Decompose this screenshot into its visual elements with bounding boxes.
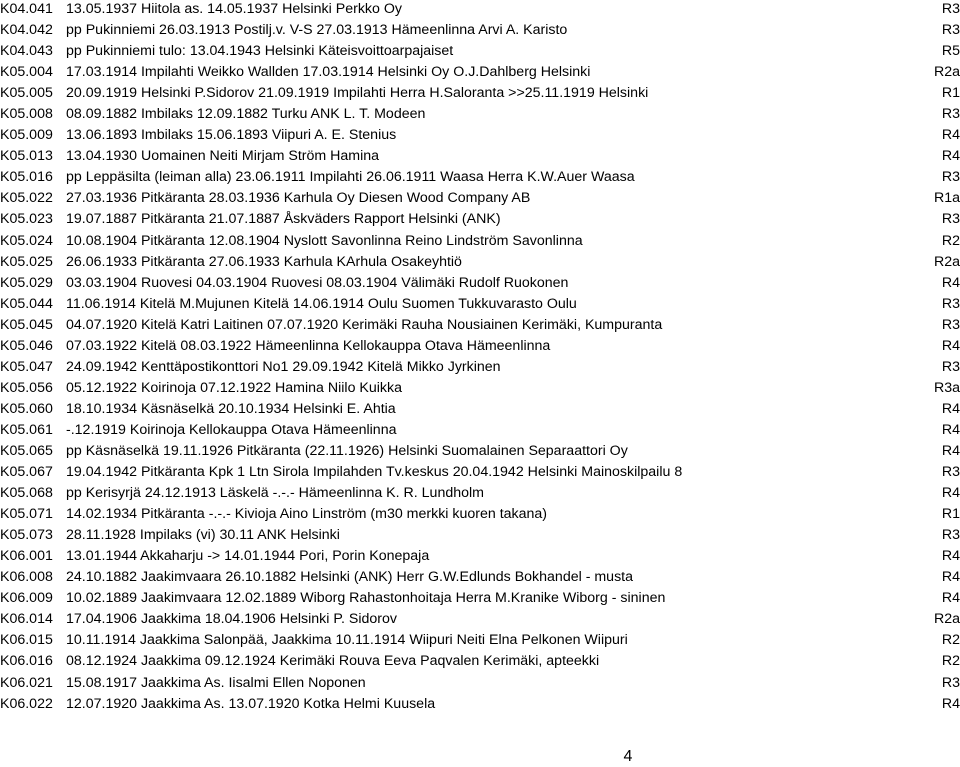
item-rating: R1	[941, 506, 960, 523]
item-description: 10.02.1889 Jaakimvaara 12.02.1889 Wiborg Rahastonhoitaja Herra M.Kranike Wiborg - sininen	[66, 590, 666, 607]
item-description: 13.05.1937 Hiitola as. 14.05.1937 Helsinki Perkko Oy	[66, 1, 402, 17]
item-description: 07.03.1922 Kitelä 08.03.1922 Hämeenlinna Kellokauppa Otava Hämeenlinna	[66, 337, 551, 354]
list-item	[0, 0, 960, 20]
item-rating: R4	[941, 148, 960, 165]
item-code: K06.021	[0, 674, 53, 691]
list-item	[0, 231, 960, 252]
item-code: K05.005	[0, 85, 53, 102]
item-description: 27.03.1936 Pitkäranta 28.03.1936 Karhula Oy Diesen Wood Company AB	[66, 190, 531, 207]
list-item	[0, 104, 960, 125]
item-code: K04.042	[0, 22, 53, 39]
item-code: K05.016	[0, 169, 53, 186]
item-code: K06.014	[0, 611, 53, 628]
item-code: K05.067	[0, 464, 53, 481]
item-rating: R1	[941, 85, 960, 102]
item-description: 11.06.1914 Kitelä M.Mujunen Kitelä 14.06.1914 Oulu Suomen Tukkuvarasto Oulu	[66, 295, 577, 312]
item-rating: R4	[941, 695, 960, 712]
item-description: 03.03.1904 Ruovesi 04.03.1904 Ruovesi 08.03.1904 Välimäki Rudolf Ruokonen	[66, 274, 569, 291]
list-item	[0, 588, 960, 609]
item-code: K06.001	[0, 548, 53, 565]
list-item	[0, 294, 960, 315]
item-code: K05.013	[0, 148, 53, 165]
item-description: 17.03.1914 Impilahti Weikko Wallden 17.03.1914 Helsinki Oy O.J.Dahlberg Helsinki	[66, 64, 591, 81]
item-description: 24.09.1942 Kenttäpostikonttori No1 29.09.1942 Kitelä Mikko Jyrkinen	[66, 358, 501, 375]
item-description: 08.09.1882 Imbilaks 12.09.1882 Turku ANK L. T. Modeen	[66, 106, 426, 123]
list-item	[0, 462, 960, 483]
item-description: 18.10.1934 Käsnäselkä 20.10.1934 Helsinki E. Ahtia	[66, 400, 396, 417]
item-description: 19.04.1942 Pitkäranta Kpk 1 Ltn Sirola Impilahden Tv.keskus 20.04.1942 Helsinki Mainoskilpailu 8	[66, 464, 683, 481]
list-item	[0, 673, 960, 694]
item-description: 10.11.1914 Jaakkima Salonpää, Jaakkima 10.11.1914 Wiipuri Neiti Elna Pelkonen Wiipuri	[66, 632, 628, 649]
list-item	[0, 167, 960, 188]
item-description: pp Pukinniemi tulo: 13.04.1943 Helsinki Käteisvoittoarpajaiset	[66, 43, 454, 60]
list-item	[0, 420, 960, 441]
list-item	[0, 378, 960, 399]
item-rating: R3	[941, 464, 960, 481]
item-rating: R1a	[933, 190, 960, 207]
item-rating: R3	[941, 22, 960, 39]
item-rating: R3	[941, 358, 960, 375]
item-code: K04.041	[0, 1, 53, 17]
item-description: 04.07.1920 Kitelä Katri Laitinen 07.07.1920 Kerimäki Rauha Nousiainen Kerimäki, Kumpuranta	[66, 316, 663, 333]
item-rating: R4	[941, 590, 960, 607]
item-rating: R5	[941, 43, 960, 60]
list-item	[0, 441, 960, 462]
item-rating: R4	[941, 421, 960, 438]
list-item	[0, 83, 960, 104]
item-code: K04.043	[0, 43, 53, 60]
item-description: 19.07.1887 Pitkäranta 21.07.1887 Åskväders Rapport Helsinki (ANK)	[66, 211, 501, 228]
item-description: -.12.1919 Koirinoja Kellokauppa Otava Hämeenlinna	[66, 421, 397, 438]
list-item	[0, 609, 960, 630]
item-description: 28.11.1928 Impilaks (vi) 30.11 ANK Helsinki	[66, 527, 340, 544]
item-description: 05.12.1922 Koirinoja 07.12.1922 Hamina Niilo Kuikka	[66, 379, 402, 396]
item-rating: R2	[941, 653, 960, 670]
item-rating: R4	[941, 548, 960, 565]
item-code: K06.009	[0, 590, 53, 607]
list-item	[0, 504, 960, 525]
item-rating: R3	[941, 295, 960, 312]
item-code: K06.015	[0, 632, 53, 649]
list-item	[0, 209, 960, 230]
item-description: pp Käsnäselkä 19.11.1926 Pitkäranta (22.11.1926) Helsinki Suomalainen Separaattori Oy	[66, 442, 628, 459]
item-code: K05.073	[0, 527, 53, 544]
item-code: K05.065	[0, 442, 53, 459]
item-rating: R4	[941, 127, 960, 144]
item-code: K05.022	[0, 190, 53, 207]
item-description: pp Kerisyrjä 24.12.1913 Läskelä -.-.- Hämeenlinna K. R. Lundholm	[66, 485, 484, 502]
item-description: 13.01.1944 Akkaharju -> 14.01.1944 Pori, Porin Konepaja	[66, 548, 430, 565]
item-code: K05.029	[0, 274, 53, 291]
list-item	[0, 41, 960, 62]
item-rating: R4	[941, 400, 960, 417]
list-item	[0, 20, 960, 41]
item-code: K05.068	[0, 485, 53, 502]
item-description: 08.12.1924 Jaakkima 09.12.1924 Kerimäki Rouva Eeva Paqvalen Kerimäki, apteekki	[66, 653, 600, 670]
item-description: pp Pukinniemi 26.03.1913 Postilj.v. V-S 27.03.1913 Hämeenlinna Arvi A. Karisto	[66, 22, 568, 39]
item-code: K05.044	[0, 295, 53, 312]
item-description: 13.06.1893 Imbilaks 15.06.1893 Viipuri A. E. Stenius	[66, 127, 397, 144]
item-rating: R3a	[933, 379, 960, 396]
item-rating: R3	[941, 106, 960, 123]
item-code: K06.016	[0, 653, 53, 670]
list-item	[0, 567, 960, 588]
item-rating: R4	[941, 274, 960, 291]
list-item	[0, 357, 960, 378]
item-rating: R3	[941, 527, 960, 544]
item-rating: R4	[941, 442, 960, 459]
list-item	[0, 483, 960, 504]
item-rating: R3	[941, 211, 960, 228]
list-item	[0, 399, 960, 420]
item-code: K05.025	[0, 253, 53, 270]
item-description: 26.06.1933 Pitkäranta 27.06.1933 Karhula KArhula Osakeyhtiö	[66, 253, 462, 270]
list-item	[0, 315, 960, 336]
item-rating: R4	[941, 337, 960, 354]
list-item	[0, 125, 960, 146]
item-code: K06.022	[0, 695, 53, 712]
item-code: K05.045	[0, 316, 53, 333]
item-rating: R3	[941, 316, 960, 333]
item-description: 14.02.1934 Pitkäranta -.-.- Kivioja Aino Linström (m30 merkki kuoren takana)	[66, 506, 548, 523]
item-rating: R2a	[933, 64, 960, 81]
item-rating: R2a	[933, 253, 960, 270]
list-item	[0, 188, 960, 209]
item-code: K05.060	[0, 400, 53, 417]
item-description: 15.08.1917 Jaakkima As. Iisalmi Ellen Noponen	[66, 674, 366, 691]
item-code: K05.023	[0, 211, 53, 228]
item-code: K05.024	[0, 232, 53, 249]
item-rating: R2	[941, 232, 960, 249]
list-item	[0, 146, 960, 167]
item-rating: R4	[941, 569, 960, 586]
item-code: K05.009	[0, 127, 53, 144]
item-rating: R2a	[933, 611, 960, 628]
item-description: 13.04.1930 Uomainen Neiti Mirjam Ström Hamina	[66, 148, 380, 165]
list-item	[0, 546, 960, 567]
item-code: K05.071	[0, 506, 53, 523]
item-rating: R3	[941, 169, 960, 186]
list-item	[0, 694, 960, 715]
list-item	[0, 630, 960, 651]
list-item	[0, 525, 960, 546]
item-rating: R3	[941, 1, 960, 17]
item-description: 24.10.1882 Jaakimvaara 26.10.1882 Helsinki (ANK) Herr G.W.Edlunds Bokhandel - musta	[66, 569, 634, 586]
item-description: 17.04.1906 Jaakkima 18.04.1906 Helsinki P. Sidorov	[66, 611, 397, 628]
item-description: 20.09.1919 Helsinki P.Sidorov 21.09.1919 Impilahti Herra H.Saloranta >>25.11.1919 Helsinki	[66, 85, 649, 102]
item-code: K05.047	[0, 358, 53, 375]
item-code: K05.004	[0, 64, 53, 81]
item-code: K06.008	[0, 569, 53, 586]
item-code: K05.008	[0, 106, 53, 123]
item-description: 12.07.1920 Jaakkima As. 13.07.1920 Kotka Helmi Kuusela	[66, 695, 436, 712]
item-rating: R4	[941, 485, 960, 502]
list-item	[0, 62, 960, 83]
list-item	[0, 651, 960, 672]
item-description: pp Leppäsilta (leiman alla) 23.06.1911 Impilahti 26.06.1911 Waasa Herra K.W.Auer Waasa	[66, 169, 635, 186]
item-code: K05.056	[0, 379, 53, 396]
item-rating: R2	[941, 632, 960, 649]
item-rating: R3	[941, 674, 960, 691]
item-description: 10.08.1904 Pitkäranta 12.08.1904 Nyslott Savonlinna Reino Lindström Savonlinna	[66, 232, 583, 249]
list-item	[0, 273, 960, 294]
list-item	[0, 252, 960, 273]
page-number: 4	[623, 748, 633, 765]
item-code: K05.046	[0, 337, 53, 354]
item-code: K05.061	[0, 421, 53, 438]
list-item	[0, 336, 960, 357]
